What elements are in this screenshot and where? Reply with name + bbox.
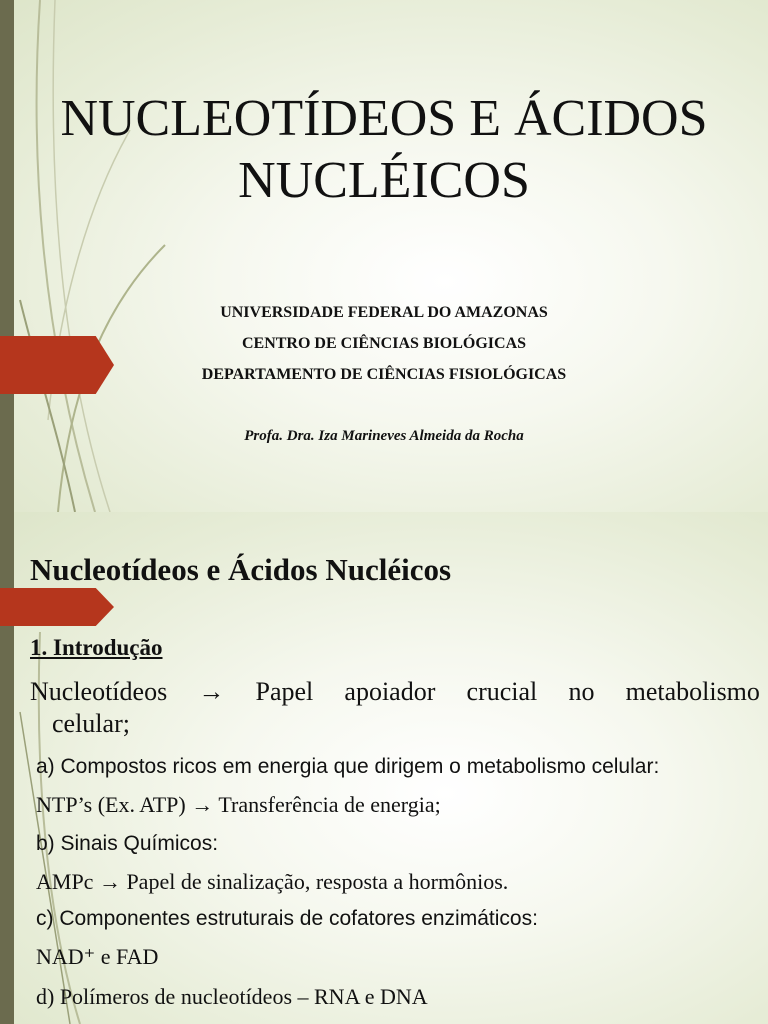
department-name: DEPARTAMENTO DE CIÊNCIAS FISIOLÓGICAS xyxy=(201,366,567,383)
lead-word: Nucleotídeos xyxy=(30,677,168,706)
lead-word: apoiador xyxy=(344,677,436,706)
list-item: c) Componentes estruturais de cofatores enzimáticos: xyxy=(36,907,538,930)
lead-word: metabolismo xyxy=(625,677,760,706)
lead-line-1 xyxy=(30,676,760,708)
arrow-symbol: → xyxy=(198,677,225,706)
professor-name: Profa. Dra. Iza Marineves Almeida da Rocha xyxy=(244,428,524,444)
slide-title: Nucleotídeos e Ácidos Nucléicos xyxy=(30,552,452,587)
lead-word: no xyxy=(568,677,595,706)
list-item: AMPc → Papel de sinalização, resposta a hormônios. xyxy=(36,869,509,894)
list-item: a) Compostos ricos em energia que dirigem o metabolismo celular: xyxy=(36,755,660,778)
university-name: UNIVERSIDADE FEDERAL DO AMAZONAS xyxy=(220,304,548,321)
section-heading: 1. Introdução xyxy=(30,635,163,660)
lead-word: Papel xyxy=(255,677,314,706)
list-item: NTP’s (Ex. ATP) → Transferência de energia; xyxy=(36,792,441,817)
list-item: d) Polímeros de nucleotídeos – RNA e DNA xyxy=(36,984,428,1009)
list-item: NAD⁺ e FAD xyxy=(36,944,159,969)
title-line-1: NUCLEOTÍDEOS E ÁCIDOS xyxy=(60,90,708,147)
lead-paragraph xyxy=(30,676,760,740)
content-slide xyxy=(0,512,768,1024)
lead-line-2: celular; xyxy=(52,709,130,738)
lead-word: crucial xyxy=(466,677,538,706)
presentation-title xyxy=(20,88,748,212)
red-arrow-tab xyxy=(0,588,114,626)
center-name: CENTRO DE CIÊNCIAS BIOLÓGICAS xyxy=(241,335,527,352)
list-item: b) Sinais Químicos: xyxy=(36,832,219,855)
title-line-2: NUCLÉICOS xyxy=(238,152,530,209)
